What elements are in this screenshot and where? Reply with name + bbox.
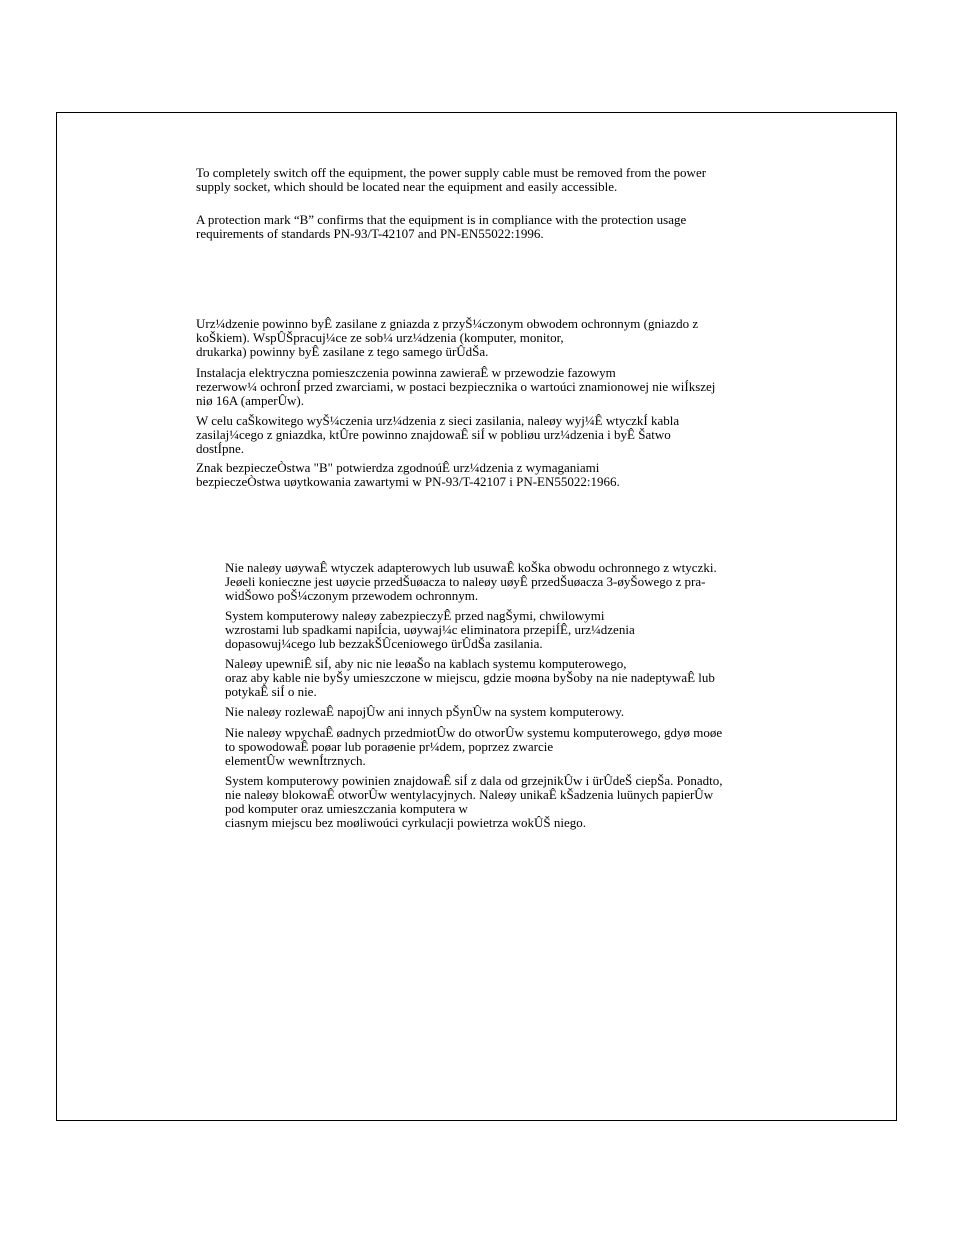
english-paragraph-power-disconnect: To completely switch off the equipment, the power supply cable must be removed from the power supply socket, which should be located near the equipment and easily accessible.: [196, 165, 707, 194]
safety-item-adapters: Nie naleøy uøywaÊ wtyczek adapterowych lub usuwaÊ koŠka obwodu ochronnego z wtyczki. Jeøeli konieczne jest uøycie przedŠuøacza to naleøy uøyÊ przedŠuøacza 3-øyŠowego z pra- widŠowo poŠ¼czonym przewodem ochronnym.: [225, 560, 717, 603]
safety-item-liquids: Nie naleøy rozlewaÊ napojÛw ani innych pŠynÛw na system komputerowy.: [225, 704, 625, 719]
polish-paragraph-power-disconnect: W celu caŠkowitego wyŠ¼czenia urz¼dzenia z sieci zasilania, naleøy wyj¼Ê wtyczkÍ kabla zasilaj¼cego z gniazdka, ktÛre powinno znajdowaÊ siÍ w pobliøu urz¼dzenia i byÊ Šatwo dostÍpne.: [196, 413, 680, 456]
polish-paragraph-electrical-installation: Instalacja elektryczna pomieszczenia powinna zawieraÊ w przewodzie fazowym rezerwow¼ ochronÍ przed zwarciami, w postaci bezpiecznika o wartoúci znamionowej nie wiÍkszej niø 16A (amperÛw).: [196, 365, 716, 408]
safety-item-voltage-protection: System komputerowy naleøy zabezpieczyÊ przed nagŠymi, chwilowymi wzrostami lub spadkami napiÍcia, uøywaj¼c eliminatora przepiÍÊ, urz¼dzenia dopasowuj¼cego lub bezzakŠÛceniowego ürÛdŠa zasilania.: [225, 608, 635, 651]
english-paragraph-protection-mark: A protection mark “B” confirms that the equipment is in compliance with the protection usage requirements of standards PN-93/T-42107 and PN-EN55022:1996.: [196, 212, 687, 241]
safety-item-ventilation: System komputerowy powinien znajdowaÊ siÍ z dala od grzejnikÛw i ürÛdeŠ ciepŠa. Ponadto, nie naleøy blokowaÊ otworÛw wentylacyjnych. Naleøy unikaÊ kŠadzenia luünych papierÛw pod komputer oraz umieszczania komputera w ciasnym miejscu bez moøliwoúci cyrkulacji powietrza wokÛŠ niego.: [225, 773, 723, 830]
safety-item-cables: Naleøy upewniÊ siÍ, aby nic nie leøaŠo na kablach systemu komputerowego, oraz aby kable nie byŠy umieszczone w miejscu, gdzie moøna byŠoby na nie nadeptywaÊ lub potykaÊ siÍ o nie.: [225, 656, 715, 699]
polish-paragraph-protection-mark: Znak bezpieczeÒstwa "B" potwierdza zgodnoúÊ urz¼dzenia z wymaganiami bezpieczeÒstwa uøytkowania zawartymi w PN-93/T-42107 i PN-EN55022:1966.: [196, 460, 620, 489]
polish-paragraph-grounded-socket: Urz¼dzenie powinno byÊ zasilane z gniazda z przyŠ¼czonym obwodem ochronnym (gniazdo z koŠkiem). WspÛŠpracuj¼ce ze sob¼ urz¼dzenia (komputer, monitor, drukarka) powinny byÊ zasilane z tego samego ürÛdŠa.: [196, 316, 699, 359]
safety-item-foreign-objects: Nie naleøy wpychaÊ øadnych przedmiotÛw do otworÛw systemu komputerowego, gdyø moøe to spowodowaÊ poøar lub poraøenie pr¼dem, poprzez zwarcie elementÛw wewnÍtrznych.: [225, 725, 723, 768]
